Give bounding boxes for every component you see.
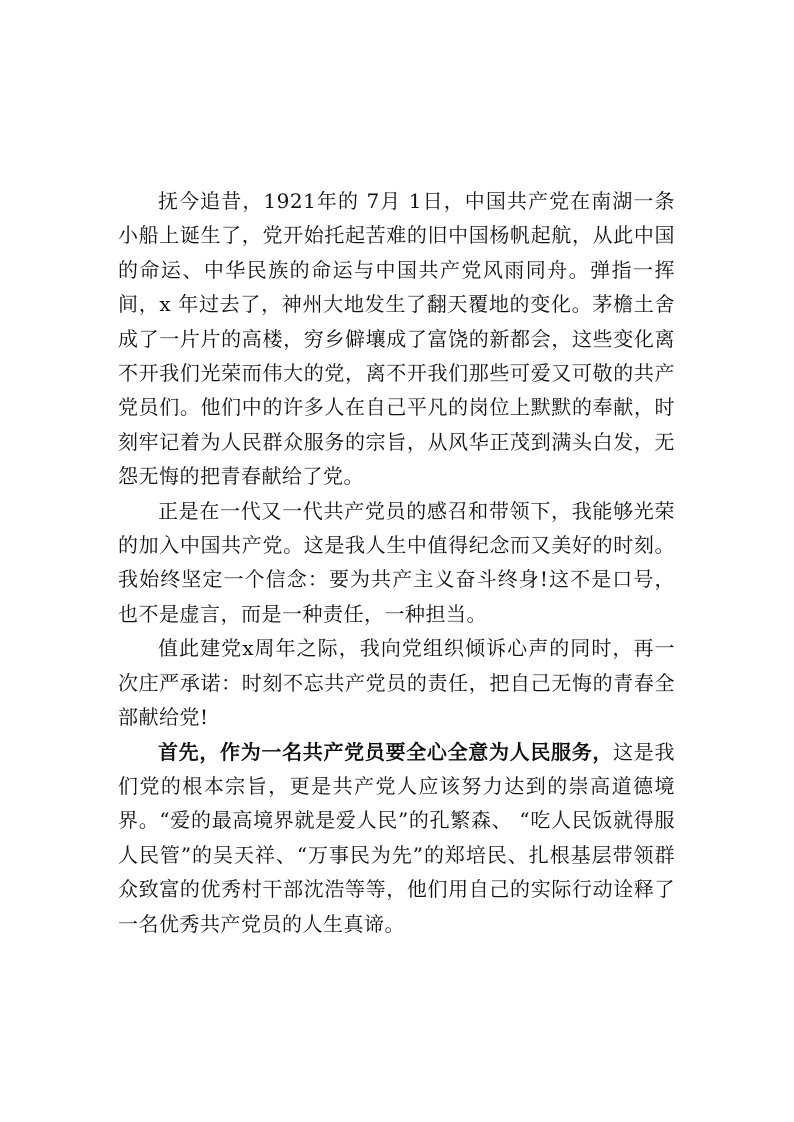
paragraph-history [118,184,675,494]
paragraph-text: 值此建党x周年之际，我向党组织倾诉心声的同时，再一次庄严承诺：时刻不忘共产党员的责任，把自己无悔的青春全部献给党! [118,636,675,730]
paragraph-pledge [118,631,675,734]
document-body [118,184,675,941]
paragraph-joining [118,494,675,632]
paragraph-serve-people [118,735,675,941]
paragraph-text: 这是我们党的根本宗旨，更是共产党人应该努力达到的崇高道德境界。“爱的最高境界就是爱人民”的孔繁森、 “吃人民饭就得服人民管”的吴天祥、“万事民为先”的郑培民、扎根基层带领群众致富的优秀村干部沈浩等等，他们用自己的实际行动诠释了一名优秀共产党员的人生真谛。 [118,739,675,936]
paragraph-text: 正是在一代又一代共产党员的感召和带领下，我能够光荣的加入中国共产党。这是我人生中值得纪念而又美好的时刻。我始终坚定一个信念：要为共产主义奋斗终身!这不是口号，也不是虚言，而是一种责任，一种担当。 [118,498,675,626]
paragraph-text: 抚今追昔，1921年的 7月 1日，中国共产党在南湖一条小船上诞生了，党开始托起苦难的旧中国杨帆起航，从此中国的命运、中华民族的命运与中国共产党风雨同舟。弹指一挥间，x 年过去了，神州大地发生了翻天覆地的变化。茅檐土舍成了一片片的高楼，穷乡僻壤成了富饶的新都会，这些变化离不开我们光荣而伟大的党，离不开我们那些可爱又可敬的共产党员们。他们中的许多人在自己平凡的岗位上默默的奉献，时刻牢记着为人民群众服务的宗旨，从风华正茂到满头白发，无怨无悔的把青春献给了党。 [118,189,675,489]
paragraph-lead-bold: 首先，作为一名共产党员要全心全意为人民服务， [158,739,614,764]
